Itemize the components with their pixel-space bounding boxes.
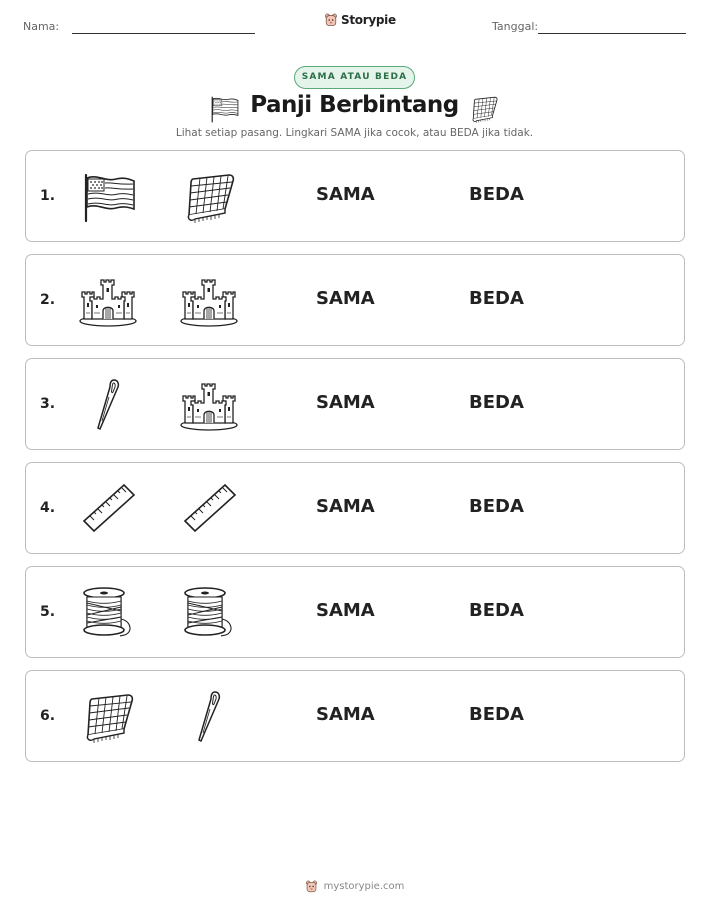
question-number: 3. [40, 396, 56, 412]
needle-icon [78, 377, 138, 433]
question-number: 6. [40, 708, 56, 724]
instructions: Lihat setiap pasang. Lingkari SAMA jika cocok, atau BEDA jika tidak. [175, 127, 534, 139]
worksheet-header [0, 0, 709, 50]
quilt-icon [179, 169, 239, 225]
question-list [25, 150, 685, 774]
question-number: 4. [40, 500, 56, 516]
different-option[interactable]: BEDA [469, 600, 524, 621]
needle-icon [179, 689, 239, 745]
same-option[interactable]: SAMA [316, 496, 375, 517]
footer [0, 880, 709, 893]
spool-icon [78, 585, 138, 641]
question-number: 2. [40, 292, 56, 308]
question-row [25, 670, 685, 762]
question-number: 1. [40, 188, 56, 204]
different-option[interactable]: BEDA [469, 184, 524, 205]
same-option[interactable]: SAMA [316, 600, 375, 621]
different-option[interactable]: BEDA [469, 288, 524, 309]
storypie-mascot-icon [324, 13, 338, 27]
name-label: Nama: [23, 20, 60, 33]
same-option[interactable]: SAMA [316, 704, 375, 725]
different-option[interactable]: BEDA [469, 704, 524, 725]
question-row [25, 462, 685, 554]
same-option[interactable]: SAMA [316, 288, 375, 309]
castle-icon [78, 273, 138, 329]
title-row [0, 92, 709, 124]
same-option[interactable]: SAMA [316, 392, 375, 413]
ruler-icon [78, 481, 138, 537]
question-row [25, 358, 685, 450]
name-line[interactable] [72, 33, 255, 34]
page-title: Panji Berbintang [250, 92, 459, 118]
quilt-icon [467, 94, 501, 124]
castle-icon [179, 377, 239, 433]
question-row [25, 566, 685, 658]
date-label: Tanggal: [492, 20, 539, 33]
different-option[interactable]: BEDA [469, 392, 524, 413]
castle-icon [179, 273, 239, 329]
date-line[interactable] [538, 33, 686, 34]
ruler-icon [179, 481, 239, 537]
same-option[interactable]: SAMA [316, 184, 375, 205]
question-number: 5. [40, 604, 56, 620]
flag-icon [207, 94, 241, 124]
flag-icon [78, 169, 138, 225]
spool-icon [179, 585, 239, 641]
footer-url[interactable]: mystorypie.com [323, 881, 405, 892]
question-row [25, 150, 685, 242]
different-option[interactable]: BEDA [469, 496, 524, 517]
activity-badge: SAMA ATAU BEDA [294, 66, 415, 89]
brand-name: Storypie [341, 13, 396, 27]
brand-logo [324, 13, 396, 27]
storypie-mascot-icon [305, 880, 318, 893]
question-row [25, 254, 685, 346]
quilt-icon [78, 689, 138, 745]
